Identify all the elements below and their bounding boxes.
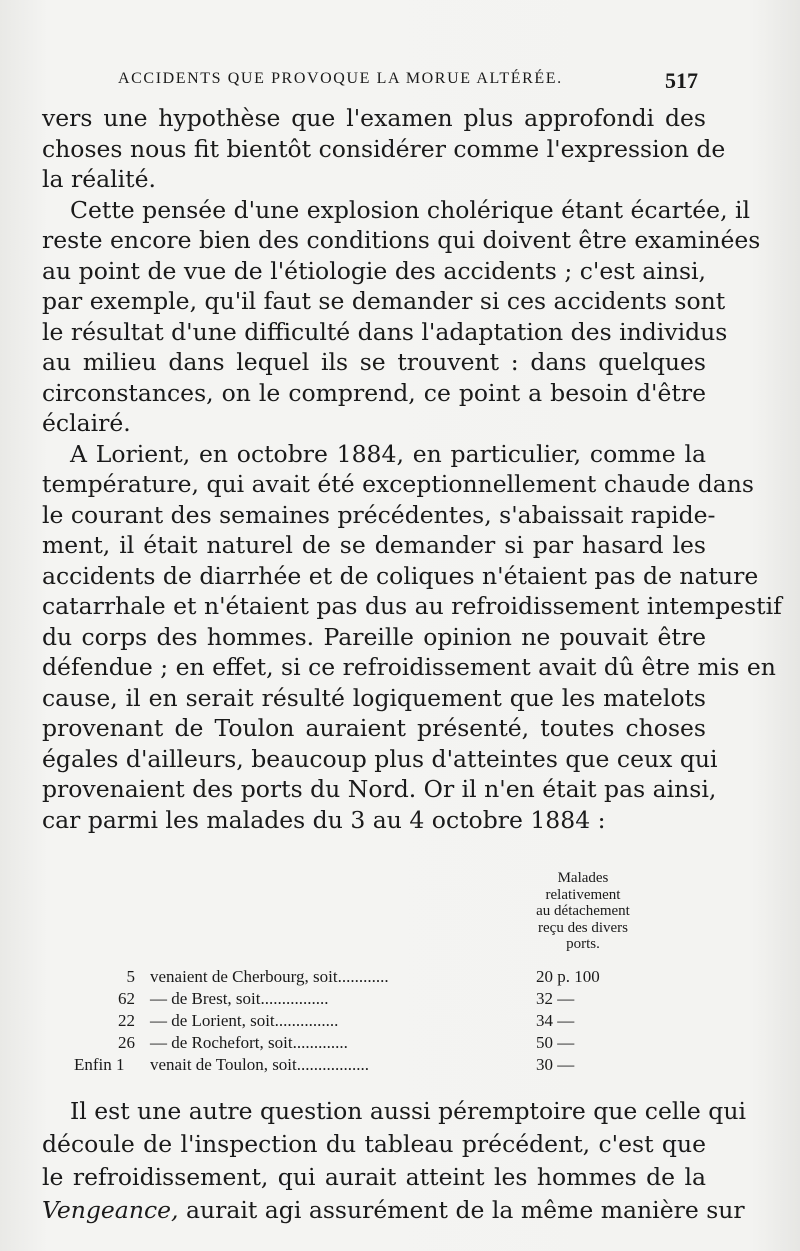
row-origin: — de Brest, soit................: [150, 989, 329, 1008]
text-line: par exemple, qu'il faut se demander si ces accidents sont: [42, 287, 726, 315]
column-header-line: au détachement: [536, 903, 630, 919]
column-header-line: ports.: [566, 936, 600, 952]
text-line: découle de l'inspection du tableau précédent, c'est que: [42, 1130, 706, 1158]
text-line: catarrhale et n'étaient pas dus au refroidissement intempestif: [42, 592, 782, 620]
table-row: [70, 1010, 630, 1032]
text-line: reste encore bien des conditions qui doivent être examinées: [42, 226, 761, 254]
row-count: 26: [118, 1033, 135, 1052]
table-row: [70, 988, 630, 1010]
statistics-table: [0, 870, 800, 1080]
body-text: [42, 103, 782, 835]
text-line: cause, il en serait résulté logiquement que les matelots: [42, 683, 706, 712]
text-line: au point de vue de l'étiologie des accidents ; c'est ainsi,: [42, 256, 706, 285]
row-value: 30 —: [536, 1055, 575, 1074]
text-line: du corps des hommes. Pareille opinion ne pouvait être: [42, 622, 706, 651]
page-number: 517: [665, 68, 698, 93]
row-count: Enfin 1: [74, 1055, 125, 1074]
text-line: ment, il était naturel de se demander si par hasard les: [42, 531, 706, 559]
text-line: choses nous fit bientôt considérer comme l'expression de: [42, 134, 726, 163]
text-line: éclairé.: [42, 409, 131, 437]
text-line: le résultat d'une difficulté dans l'adaptation des individus: [42, 317, 728, 346]
closing-text: [42, 1095, 746, 1227]
table-column-header: [508, 870, 658, 953]
text-line: A Lorient, en octobre 1884, en particulier, comme la: [70, 439, 706, 468]
text-line: provenaient des ports du Nord. Or il n'en était pas ainsi,: [42, 775, 717, 803]
text-line: température, qui avait été exceptionnellement chaude dans: [42, 470, 754, 498]
table-row: [70, 966, 630, 988]
row-value: 20 p. 100: [536, 967, 600, 986]
text-line: car parmi les malades du 3 au 4 octobre 1884 :: [42, 805, 606, 834]
text-line: [42, 1194, 745, 1227]
row-value: 32 —: [536, 989, 575, 1008]
text-line: vers une hypothèse que l'examen plus approfondi des: [42, 104, 706, 132]
text-line: défendue ; en effet, si ce refroidissement avait dû être mis en: [42, 653, 776, 681]
text-line: Il est une autre question aussi péremptoire que celle qui: [70, 1097, 746, 1125]
text-line: provenant de Toulon auraient présenté, toutes choses: [42, 714, 706, 742]
row-count: 5: [126, 967, 135, 986]
text-line: le courant des semaines précédentes, s'abaissait rapide-: [42, 500, 716, 529]
row-count: 62: [118, 989, 135, 1008]
row-origin: — de Rochefort, soit.............: [150, 1033, 348, 1052]
row-value: 34 —: [536, 1011, 575, 1030]
column-header-line: Malades: [557, 870, 609, 886]
column-header-line: relativement: [545, 886, 621, 903]
text-line: circonstances, on le comprend, ce point a besoin d'être: [42, 378, 706, 407]
text-line: la réalité.: [42, 165, 157, 193]
text-line: le refroidissement, qui aurait atteint les hommes de la: [42, 1163, 706, 1191]
row-origin: venait de Toulon, soit.................: [150, 1055, 370, 1074]
text-line: Cette pensée d'une explosion cholérique étant écartée, il: [70, 195, 751, 224]
row-count: 22: [118, 1011, 135, 1030]
running-title: ACCIDENTS QUE PROVOQUE LA MORUE ALTÉRÉE.: [118, 70, 563, 87]
table-row: [70, 1032, 630, 1054]
table-row: [70, 1054, 630, 1076]
row-origin: venaient de Cherbourg, soit............: [150, 967, 389, 986]
text-line: égales d'ailleurs, beaucoup plus d'atteintes que ceux qui: [42, 744, 718, 773]
column-header-line: reçu des divers: [538, 919, 628, 936]
row-origin: — de Lorient, soit...............: [150, 1011, 339, 1030]
text-line: accidents de diarrhée et de coliques n'étaient pas de nature: [42, 561, 759, 590]
running-head: [118, 68, 698, 98]
ship-name: Vengeance,: [42, 1196, 179, 1224]
text-line: au milieu dans lequel ils se trouvent : dans quelques: [42, 348, 706, 376]
row-value: 50 —: [536, 1033, 575, 1052]
line-rest: aurait agi assurément de la même manière sur: [178, 1196, 745, 1224]
